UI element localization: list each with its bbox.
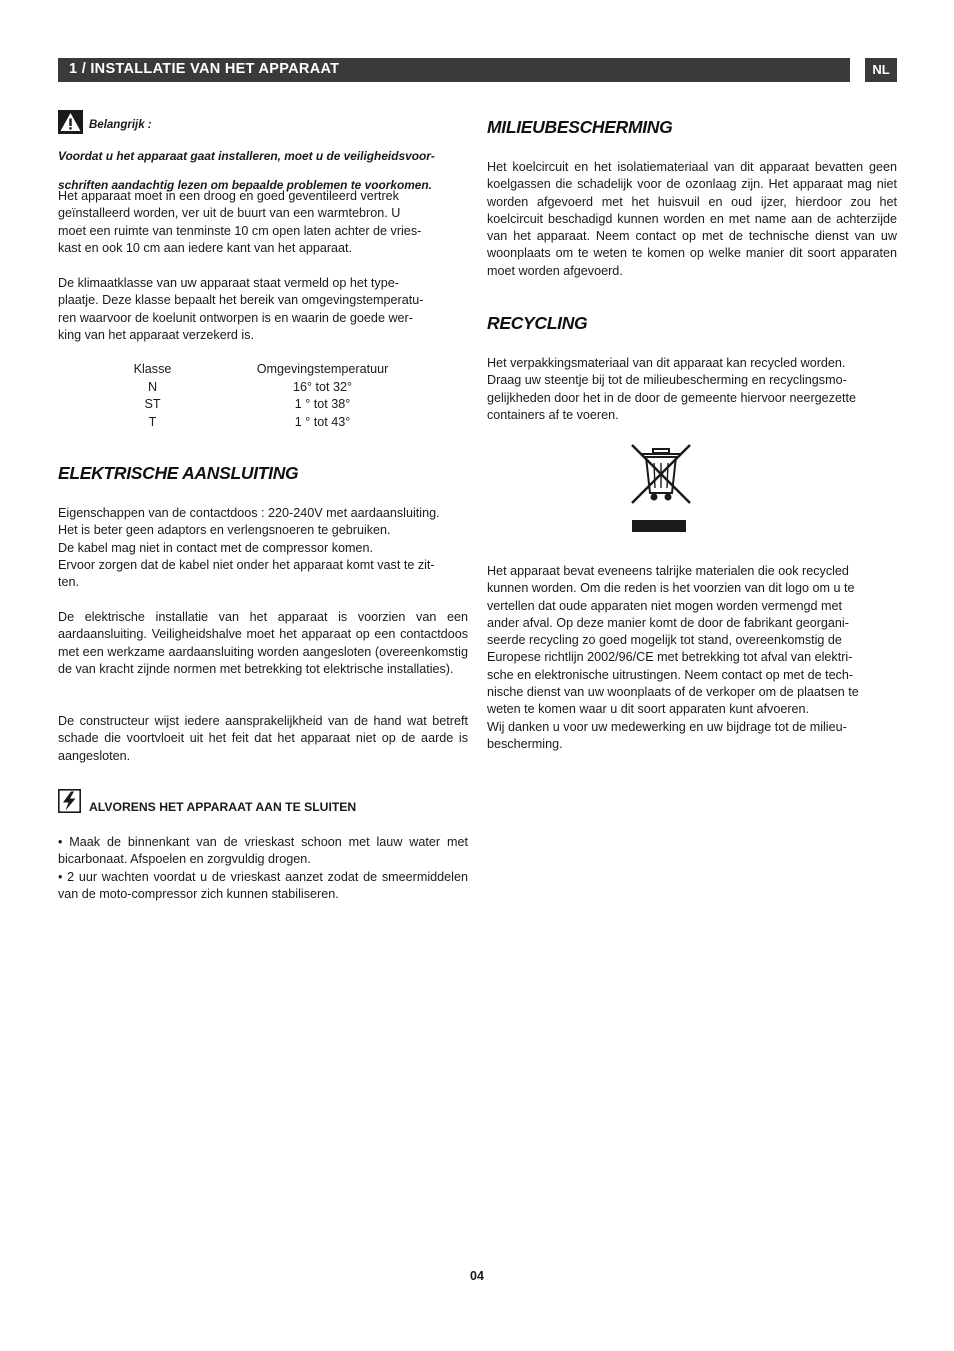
elec-paragraph-2: De elektrische installatie van het apparaat is voorzien van een aardaansluiting. Veiligheidshalve moet het apparaat op een contactdoos met een werkzame aardaansluiting worden aangesloten (overeenkomstig de van kracht zijnde normen met betrekking tot elektrische installaties). — [58, 610, 468, 676]
elec-heading: ELEKTRISCHE AANSLUITING — [58, 463, 299, 483]
table-row — [110, 379, 450, 397]
climate-class-table — [110, 361, 450, 431]
text-line: De klimaatklasse van uw apparaat staat vermeld op het type- — [58, 276, 399, 290]
text-line: seerde recycling zo goed mogelijk tot stand, overeenkomstig de — [487, 633, 842, 648]
table-header-row — [110, 361, 450, 379]
page-number: 04 — [470, 1269, 484, 1283]
section-header — [58, 58, 850, 82]
table-cell: 16° tot 32° — [292, 379, 353, 394]
text-line: gelijkheden door het in de door de gemeente hiervoor neergezette — [487, 390, 856, 405]
table-header: Klasse — [133, 362, 172, 376]
language-badge: NL — [865, 58, 897, 82]
recycling-paragraph-1 — [487, 355, 897, 424]
table-cell: N — [147, 379, 158, 394]
text-line: Het is beter geen adaptors en verlengsnoeren te gebruiken. — [58, 523, 391, 538]
table-cell: T — [148, 414, 157, 429]
text-line: Het apparaat moet in een droog en goed geventileerd vertrek — [58, 189, 399, 203]
text-line: bescherming. — [487, 736, 563, 751]
elec-paragraph-1 — [58, 505, 468, 591]
text-line: nische dienst van uw woonplaats of de verkoper om de plaatsen te — [487, 685, 859, 700]
text-line: Europese richtlijn 2002/96/CE met betrekking tot afval van elektri- — [487, 650, 853, 665]
text-line: kunnen worden. Om die reden is het voorzien van dit logo om u te — [487, 581, 855, 596]
table-cell: ST — [144, 397, 161, 411]
table-row — [110, 396, 450, 414]
text-line: geïnstalleerd worden, ver uit de buurt van een warmtebron. U — [58, 206, 401, 221]
text-line: Het verpakkingsmateriaal van dit apparaat kan recycled worden. — [487, 356, 846, 370]
env-heading: MILIEUBESCHERMING — [487, 117, 673, 137]
text-line: kast en ook 10 cm aan iedere kant van het apparaat. — [58, 240, 353, 255]
text-line: Wij danken u voor uw medewerking en uw bijdrage tot de milieu- — [487, 719, 847, 734]
important-line-1: Voordat u het apparaat gaat installeren, moet u de veiligheidsvoor- — [58, 148, 435, 163]
env-paragraph: Het koelcircuit en het isolatiemateriaal van dit apparaat bevatten geen koelgassen die schadelijk voor de ozonlaag zijn. Het apparaat mag niet worden afgevoerd met het huisvuil en oud ijzer, hierdoor zou het koelcircuit beschadigd kunnen worden en met name aan de achterzijde van het apparaat. Neem contact op met de technische dienst van uw woonplaats om te weten te komen op welke manier dit soort apparaten moet worden afgevoerd. — [487, 160, 897, 278]
elec-paragraph-3: De constructeur wijst iedere aansprakelijkheid van de hand wat betreft schade die voortvloeit uit het feit dat het apparaat niet op de aarde is aangesloten. — [58, 714, 468, 763]
text-line: moet een ruimte van tenminste 10 cm open laten achter de vries- — [58, 223, 422, 238]
lightning-icon — [58, 789, 81, 813]
text-line: vertellen dat oude apparaten niet mogen worden vermengd met — [487, 598, 842, 613]
table-cell: 1 ° tot 43° — [294, 414, 351, 429]
text-line: Draag uw steentje bij tot de milieubescherming en recyclingsmo- — [487, 373, 847, 388]
section-title: 1 / INSTALLATIE VAN HET APPARAAT — [69, 61, 340, 77]
before-bullet-1: • Maak de binnenkant van de vrieskast schoon met lauw water met bicarbonaat. Afspoelen en zorgvuldig drogen. — [58, 835, 468, 867]
important-label: Belangrijk : — [89, 119, 152, 131]
text-line: plaatje. Deze klasse bepaalt het bereik van omgevingstemperatu- — [58, 293, 424, 308]
text-line: king van het apparaat verzekerd is. — [58, 327, 255, 342]
text-line: Eigenschappen van de contactdoos : 220-240V met aardaansluiting. — [58, 506, 440, 520]
text-line: containers af te voeren. — [487, 407, 619, 422]
recycling-paragraph-2 — [487, 563, 897, 753]
before-connect-heading: ALVORENS HET APPARAAT AAN TE SLUITEN — [89, 800, 357, 814]
text-line: sche en elektronische uitrustingen. Neem contact op met de tech- — [487, 667, 854, 682]
text-line: ander afval. Op deze manier komt de door de fabrikant georgani- — [487, 615, 849, 630]
table-header: Omgevingstemperatuur — [256, 362, 389, 376]
important-line-2: schriften aandachtig lezen om bepaalde problemen te voorkomen. — [58, 178, 432, 193]
text-line: Het apparaat bevat eveneens talrijke materialen die ook recycled — [487, 564, 849, 578]
text-line: weten te komen waar u dit soort apparaten kunt afvoeren. — [487, 702, 810, 717]
recycling-heading: RECYCLING — [487, 313, 588, 333]
warning-icon — [58, 110, 83, 134]
table-cell: 1 ° tot 38° — [294, 397, 351, 411]
table-row — [110, 414, 450, 432]
text-line: ren waarvoor de koelunit ontworpen is en waarin de goede wer- — [58, 310, 413, 325]
text-line: ten. — [58, 575, 80, 590]
text-line: De kabel mag niet in contact met de compressor komen. — [58, 540, 373, 555]
climate-paragraph — [58, 275, 468, 344]
weee-bin-icon — [626, 441, 696, 536]
text-line: Ervoor zorgen dat de kabel niet onder het apparaat komt vast te zit- — [58, 557, 435, 572]
install-paragraph — [58, 188, 468, 257]
before-bullet-2: • 2 uur wachten voordat u de vrieskast aanzet zodat de smeermiddelen van de moto-compressor zich kunnen stabiliseren. — [58, 870, 468, 902]
